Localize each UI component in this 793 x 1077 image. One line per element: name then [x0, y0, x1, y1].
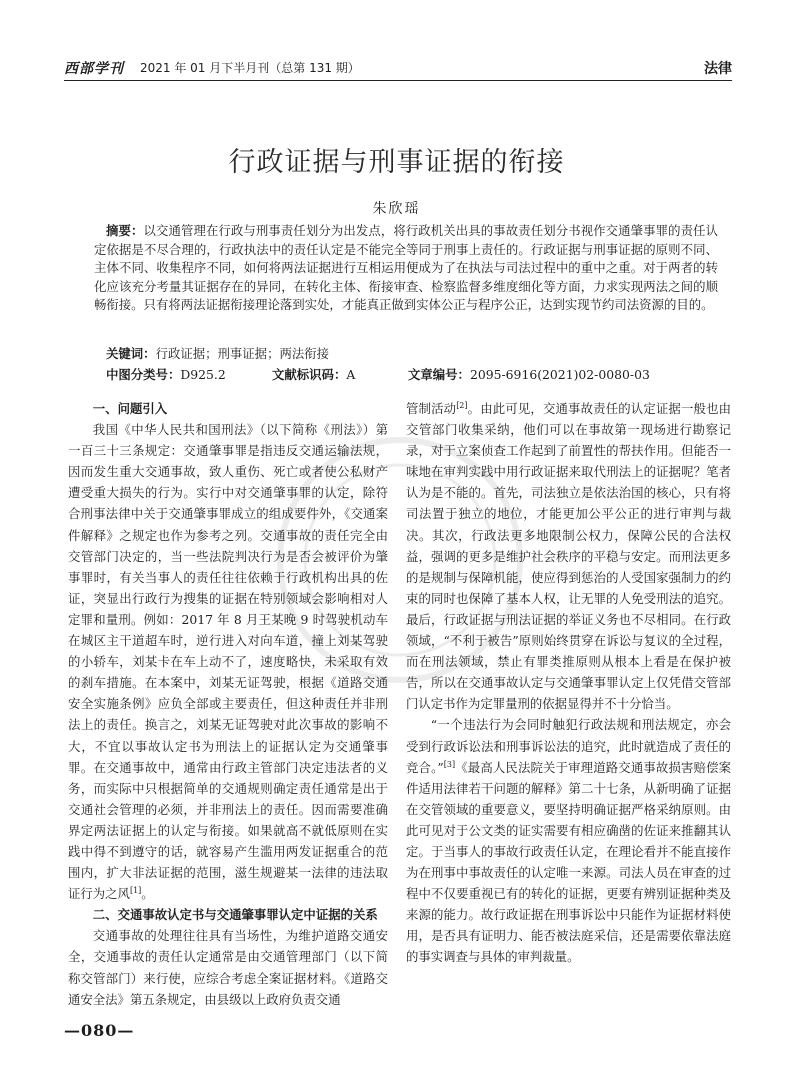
- doc-code-value: A: [346, 367, 356, 382]
- document-code: [272, 365, 355, 383]
- clc-value: D925.2: [180, 367, 226, 382]
- body-column-right: [406, 398, 731, 968]
- section-heading-1: 一、问题引入: [92, 401, 168, 416]
- page-number: —080—: [64, 1021, 135, 1040]
- abstract-label: 摘要：: [106, 223, 144, 238]
- section-heading-2: 二、交通事故认定书与交通肇事罪认定中证据的关系: [92, 907, 378, 923]
- section-tag: 法律: [704, 61, 732, 77]
- article-number: [408, 365, 650, 383]
- keywords-text: 行政证据；刑事证据；两法衔接: [155, 346, 330, 361]
- abstract-text: 以交通管理在行政与刑事责任划分为出发点，将行政机关出具的事故责任划分书视作交通肇事罪的责任认定依据是不尽合理的，行政执法中的责任认定是不能完全等同于刑事上责任的。行政证据与刑事证据的原则不同、主体不同、收集程序不同，如何将两法证据进行互相运用便成为了在执法与司法过程中的重中之重。对于两者的转化应该充分考量其证据存在的异同，在转化主体、衔接审查、检察监督多维度细化等方面，力求实现两法之间的顺畅衔接。只有将两法证据衔接理论落到实处，才能真正做到实体公正与程序公正，达到实现节约司法资源的目的。: [94, 223, 719, 313]
- citation-ref: [1]: [129, 886, 142, 896]
- body-column-left: [68, 398, 388, 1010]
- running-header: [64, 56, 732, 81]
- paragraph: 管制活动[2]。由此可见，交通事故责任的认定证据一般也由交管部门收集采纳，他们可以在事故第一现场进行勘察记录，对于立案侦查工作起到了前置性的帮扶作用。但能否一味地在审判实践中用行政证据来取代刑法上的证据呢？笔者认为是不能的。首先，司法独立是依法治国的核心，只有将司法置于独立的地位，才能更加公平公正的进行审判与裁决。其次，行政法更多地限制公权力，保障公民的合法权益，强调的更多是维护社会秩序的平稳与安定。而刑法更多的是规制与保障机能，使应得到惩治的人受国家强制力的约束的同时也保障了基本人权，让无罪的人免受刑法的追究。最后，行政证据与刑法证据的举证义务也不尽相同。在行政领域，“不利于被告”原则始终贯穿在诉讼与复议的全过程，而在刑法领域，禁止有罪类推原则从根本上看是在保护被告，所以在交通事故认定与交通肇事罪认定上仅凭借交管部门认定书作为定罪量刑的依据显得并不十分恰当。: [406, 400, 732, 712]
- clc-label: 中图分类号：: [106, 367, 181, 382]
- citation-ref: [3]: [443, 759, 456, 769]
- keywords: [106, 344, 329, 362]
- doc-code-label: 文献标识码：: [272, 367, 347, 382]
- article-title: 行政证据与刑事证据的衔接: [228, 147, 565, 178]
- issue-info: 2021 年 01 月下半月刊（总第 131 期）: [140, 61, 360, 75]
- article-no-value: 2095-6916(2021)02-0080-03: [469, 367, 650, 382]
- citation-ref: [2]: [456, 400, 468, 410]
- article-no-label: 文章编号：: [408, 367, 470, 382]
- article-author: 朱欣瑶: [372, 201, 421, 217]
- keywords-label: 关键词：: [106, 346, 156, 361]
- paragraph: 交通事故的处理往往具有当场性，为维护道路交通安全，交通事故的责任认定通常是由交通管理部门（以下简称交管部门）来行使，应综合考虑全案证据材料。《道路交通安全法》第五条规定，由县级以上政府负责交通: [68, 928, 388, 1007]
- journal-logo: 西部学刊: [64, 61, 124, 77]
- paragraph: “一个违法行为会同时触犯行政法规和刑法规定，亦会受到行政诉讼法和刑事诉讼法的追究，此时就造成了责任的竞合。”[3]《最高人民法院关于审理道路交通事故损害赔偿案件适用法律若干问题的解释》第二十七条，从新明确了证据在交管领域的重要意义，要坚持明确证据严格采纳原则。由此可见对于公文类的证实需要有相应确凿的佐证来推翻其认定。于当事人的事故行政责任认定，在理论看并不能直接作为在刑事中事故责任的认定唯一来源。司法人员在审查的过程中不仅要重视已有的转化的证据，更要有辨别证据种类及来源的能力。故行政证据在刑事诉讼中只能作为证据材料使用，是否具有证明力、能否被法庭采信，还是需要依靠法庭的事实调查与具体的审判裁量。: [406, 717, 732, 965]
- paragraph: 我国《中华人民共和国刑法》（以下简称《刑法》）第一百三十三条规定：交通肇事罪是指违反交通运输法规，因而发生重大交通事故，致人重伤、死亡或者使公私财产遭受重大损失的行为。实行中对交通肇事罪的认定，除符合刑事法律中关于交通肇事罪成立的组成要件外，《交通案件解释》之规定也作为参考之列。交通事故的责任完全由交管部门决定的，当一些法院判决行为是否会被评价为肇事罪时，有关当事人的责任往往依赖于行政机构出具的佐证，突显出行政行为搜集的证据在特别领域会影响相对人定罪和量刑。例如：2017 年 8 月王某晚 9 时驾驶机动车在城区主干道超车时，逆行进入对向车道，撞上刘某驾驶的小轿车，刘某卡在车上动不了，速度略快，未采取有效的刹车措施。在本案中，刘某无证驾驶，根据《道路交通安全实施条例》应负全部或主要责任，但这种责任并非刑法上的责任。换言之，刘某无证驾驶对此次事故的影响不大，不宜以事故认定书为刑法上的证据认定为交通肇事罪。在交通事故中，通常由行政主管部门决定违法者的义务，而实际中只根据简单的交通规则确定责任通常是出于交通社会管理的必须，并非刑法上的责任。因而需要准确界定两法证据上的认定与衔接。如果就高不就低原则在实践中得不到遵守的话，就容易产生滥用两发证据重合的范围内，扩大非法证据的范围，滋生规避某一法律的违法取证行为之风[1]。: [68, 422, 388, 902]
- clc-number: [106, 365, 226, 383]
- abstract: [94, 222, 718, 315]
